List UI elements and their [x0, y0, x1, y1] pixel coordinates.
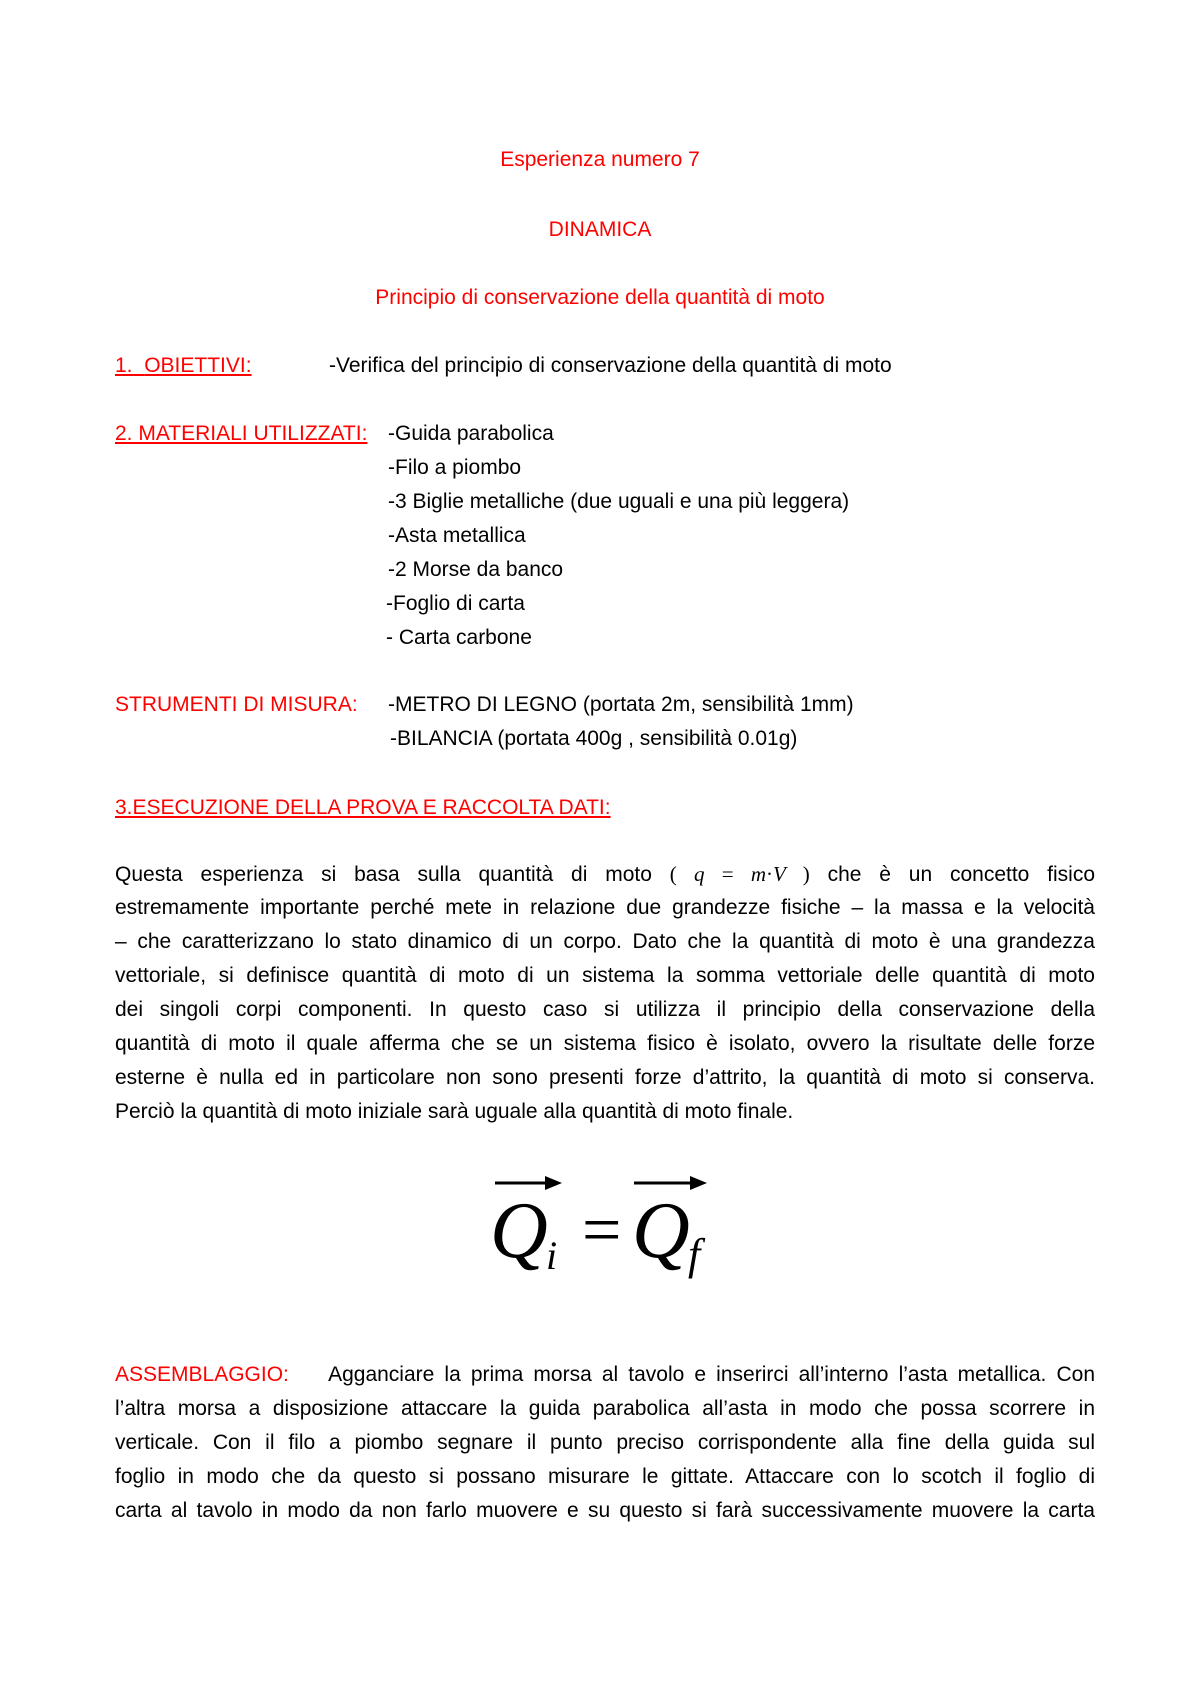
strumenti-item: -BILANCIA (portata 400g , sensibilità 0.01g) — [390, 727, 798, 750]
document-subtitle: Principio di conservazione della quantità di moto — [375, 286, 825, 309]
paragraph-line: carta al tavolo in modo da non farlo muovere e su questo si farà successivamente muovere la carta — [115, 1499, 1095, 1522]
obiettivi-label-text: OBIETTIVI: — [144, 354, 252, 377]
materiali-item: -Guida parabolica — [388, 422, 554, 445]
paragraph-line: Questa esperienza si basa sulla quantità di moto ( q = m·V ) che è un concetto fisico — [115, 862, 1095, 886]
obiettivi-text: -Verifica del principio di conservazione della quantità di moto — [329, 354, 892, 377]
equation-svg — [0, 1165, 1200, 1285]
paragraph-line: Perciò la quantità di moto iniziale sarà uguale alla quantità di moto finale. — [115, 1100, 794, 1123]
obiettivi-number: 1. — [115, 354, 133, 377]
rhs-symbol: Q — [632, 1187, 690, 1275]
paragraph-line: verticale. Con il filo a piombo segnare il punto preciso corrispondente alla fine della guida sul — [115, 1431, 1095, 1454]
document-title: Esperienza numero 7 — [500, 148, 700, 171]
paragraph-line: estremamente importante perché mete in relazione due grandezze fisiche – la massa e la velocità — [115, 896, 1095, 919]
paragraph-line: l’altra morsa a disposizione attaccare la guida parabolica all’asta in modo che possa scorrere in — [115, 1397, 1095, 1420]
esecuzione-paragraph — [115, 857, 1095, 1129]
rhs-subscript: f — [688, 1230, 701, 1279]
strumenti-label: STRUMENTI DI MISURA: — [115, 693, 358, 716]
section-heading: DINAMICA — [548, 218, 652, 241]
paragraph-line: dei singoli corpi componenti. In questo caso si utilizza il principio della conservazione della — [115, 998, 1095, 1021]
paragraph-line: ASSEMBLAGGIO: Agganciare la prima morsa al tavolo e inserirci all’interno l’asta metallica. Con — [115, 1363, 1095, 1386]
conservation-equation — [0, 1165, 1200, 1285]
materiali-item: -Asta metallica — [388, 524, 526, 547]
obiettivi-label — [115, 353, 252, 379]
assemblaggio-paragraph — [115, 1358, 1095, 1528]
strumenti-item: -METRO DI LEGNO (portata 2m, sensibilità 1mm) — [388, 693, 854, 716]
materiali-item: - Carta carbone — [386, 626, 532, 649]
paragraph-line: vettoriale, si definisce quantità di moto di un sistema la somma vettoriale delle quantità di moto — [115, 964, 1095, 987]
esecuzione-heading: 3.ESECUZIONE DELLA PROVA E RACCOLTA DATI: — [115, 796, 611, 819]
paragraph-line: foglio in modo che da questo si possano misurare le gittate. Attaccare con lo scotch il foglio di — [115, 1465, 1095, 1488]
materiali-item: -Foglio di carta — [386, 592, 525, 615]
assemblaggio-label: ASSEMBLAGGIO: — [115, 1363, 289, 1386]
lhs-subscript: i — [546, 1233, 558, 1278]
materiali-item: -3 Biglie metalliche (due uguali e una più leggera) — [388, 490, 850, 513]
paragraph-line: quantità di moto il quale afferma che se un sistema fisico è isolato, ovvero la risultate delle forze — [115, 1032, 1095, 1055]
lhs-symbol: Q — [490, 1187, 548, 1275]
paragraph-line: esterne è nulla ed in particolare non sono presenti forze d’attrito, la quantità di moto si conserva. — [115, 1066, 1095, 1089]
materiali-item: -Filo a piombo — [388, 456, 522, 479]
equals-sign: = — [582, 1192, 622, 1269]
materiali-label: 2. MATERIALI UTILIZZATI: — [115, 422, 368, 445]
paragraph-line: – che caratterizzano lo stato dinamico di un corpo. Dato che la quantità di moto è una grandezza — [115, 930, 1095, 953]
momentum-formula: ( q = m·V ) — [669, 862, 810, 886]
materiali-item: -2 Morse da banco — [388, 558, 564, 581]
